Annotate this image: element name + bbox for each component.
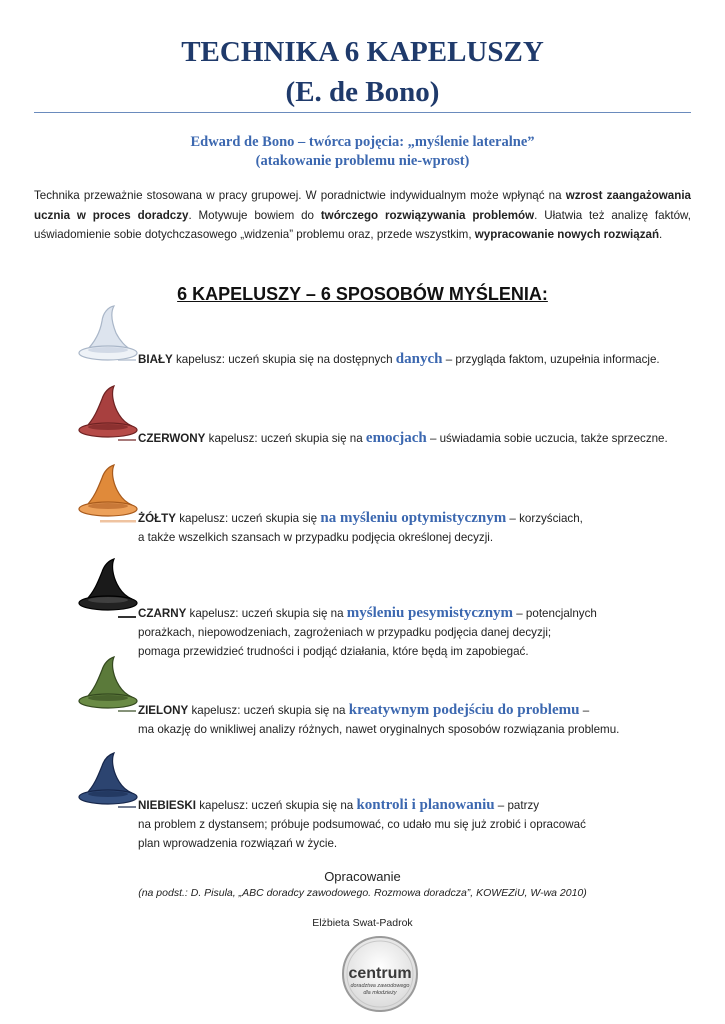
hat-blue-line-2: na problem z dystansem; próbuje podsumować, co udało mu się już zrobić i opracować	[138, 818, 586, 831]
hat-black-name: CZARNY	[138, 607, 187, 620]
author-name: Elżbieta Swat-Padrok	[312, 917, 413, 929]
red-hat-icon	[76, 383, 138, 445]
intro-text-1: Technika przeważnie stosowana w pracy grupowej. W poradnictwie indywidualnym może wpłynąć na	[34, 189, 566, 202]
hat-green-description	[138, 701, 690, 739]
hat-blue-line-1	[138, 796, 690, 815]
hat-blue-text-after: – patrzy	[494, 799, 540, 812]
intro-bold-3: wypracowanie nowych rozwiązań	[474, 228, 660, 241]
intro-paragraph	[34, 186, 691, 245]
hat-yellow-name: ŻÓŁTY	[138, 512, 176, 525]
hat-red-name: CZERWONY	[138, 432, 206, 445]
hat-green-line-2: ma okazję do wnikliwej analizy różnych, nawet oryginalnych sposobów rozwiązania problemu.	[138, 723, 620, 736]
section-title: 6 KAPELUSZY – 6 SPOSOBÓW MYŚLENIA:	[177, 284, 548, 304]
hat-black-line-1	[138, 604, 690, 623]
hat-black-line-2: porażkach, niepowodzeniach, zagrożeniach w przypadku podjęcia danej decyzji;	[138, 626, 552, 639]
hat-black-text: kapelusz: uczeń skupia się na	[186, 607, 347, 620]
hat-yellow-text: kapelusz: uczeń skupia się	[176, 512, 321, 525]
hat-green-name: ZIELONY	[138, 704, 189, 717]
subtitle-line-1: Edward de Bono – twórca pojęcia: „myślenie lateralne”	[190, 134, 535, 150]
hat-red-text-after: – uświadamia sobie uczucia, także sprzeczne.	[426, 432, 668, 445]
hat-blue-text: kapelusz: uczeń skupia się na	[195, 799, 357, 812]
subtitle-line-2: (atakowanie problemu nie-wprost)	[255, 153, 470, 169]
logo-line-1: doradztwa zawodowego	[350, 983, 410, 989]
hat-blue-keyword: kontroli i planowaniu	[356, 797, 495, 813]
hat-black-text-after: – potencjalnych	[513, 607, 597, 620]
hat-blue-description	[138, 796, 690, 853]
hat-blue-name: NIEBIESKI	[138, 799, 196, 812]
hat-black-line-3: pomaga przewidzieć trudności i podjąć działania, które będą im zapobiegać.	[138, 645, 529, 658]
hat-white-name: BIAŁY	[138, 353, 173, 366]
hat-red-text: kapelusz: uczeń skupia się na	[205, 432, 366, 445]
hat-green-text-after: –	[579, 704, 590, 717]
title-divider	[34, 112, 691, 113]
hat-red-description	[138, 429, 690, 448]
centrum-logo	[340, 934, 420, 1014]
prepared-by-label: Opracowanie	[324, 869, 401, 884]
hat-yellow-text-after: – korzyściach,	[506, 512, 583, 525]
hat-red-keyword: emocjach	[365, 430, 427, 446]
intro-text-3: . Ułatwia też analizę faktów, uświadomienie sobie dotychczasowego „widzenia” problemu oraz, przede wszystkim,	[34, 208, 691, 241]
white-hat-icon	[76, 303, 138, 365]
logo-line-2: dla młodzieży	[363, 990, 397, 996]
logo-word: centrum	[348, 965, 412, 982]
hat-black-description	[138, 604, 690, 661]
hat-yellow-keyword: na myśleniu optymistycznym	[320, 510, 507, 526]
hat-green-text: kapelusz: uczeń skupia się na	[188, 704, 349, 717]
page-title-author: (E. de Bono)	[285, 76, 440, 108]
source-citation: (na podst.: D. Pisula, „ABC doradcy zawodowego. Rozmowa doradcza”, KOWEZiU, W-wa 2010)	[138, 887, 587, 899]
hat-blue-line-3: plan wprowadzenia rozwiązań w życie.	[138, 837, 338, 850]
hat-white-keyword: danych	[395, 351, 443, 367]
page-title: TECHNIKA 6 KAPELUSZY	[181, 36, 544, 68]
hat-green-line-1	[138, 701, 690, 720]
blue-hat-icon	[76, 750, 138, 812]
intro-bold-2: twórczego rozwiązywania problemów	[320, 208, 535, 222]
hat-yellow-line-1	[138, 509, 690, 528]
hat-white-text: kapelusz: uczeń skupia się na dostępnych	[172, 353, 396, 366]
hat-green-keyword: kreatywnym podejściu do problemu	[348, 702, 580, 718]
intro-text-2: . Motywuje bowiem do	[188, 208, 321, 222]
hat-white-text-after: – przygląda faktom, uzupełnia informacje.	[442, 353, 660, 366]
green-hat-icon	[76, 654, 138, 716]
hat-yellow-line-2: a także wszelkich szansach w przypadku podjęcia określonej decyzji.	[138, 531, 494, 544]
yellow-hat-icon	[76, 462, 138, 526]
black-hat-icon	[76, 556, 138, 622]
hat-white-description	[138, 350, 690, 369]
intro-text-4: .	[659, 228, 663, 241]
intro-bold-1: wzrost zaangażowania ucznia w proces doradczy	[34, 189, 691, 222]
hat-yellow-description	[138, 509, 690, 547]
hat-black-keyword: myśleniu pesymistycznym	[346, 605, 514, 621]
